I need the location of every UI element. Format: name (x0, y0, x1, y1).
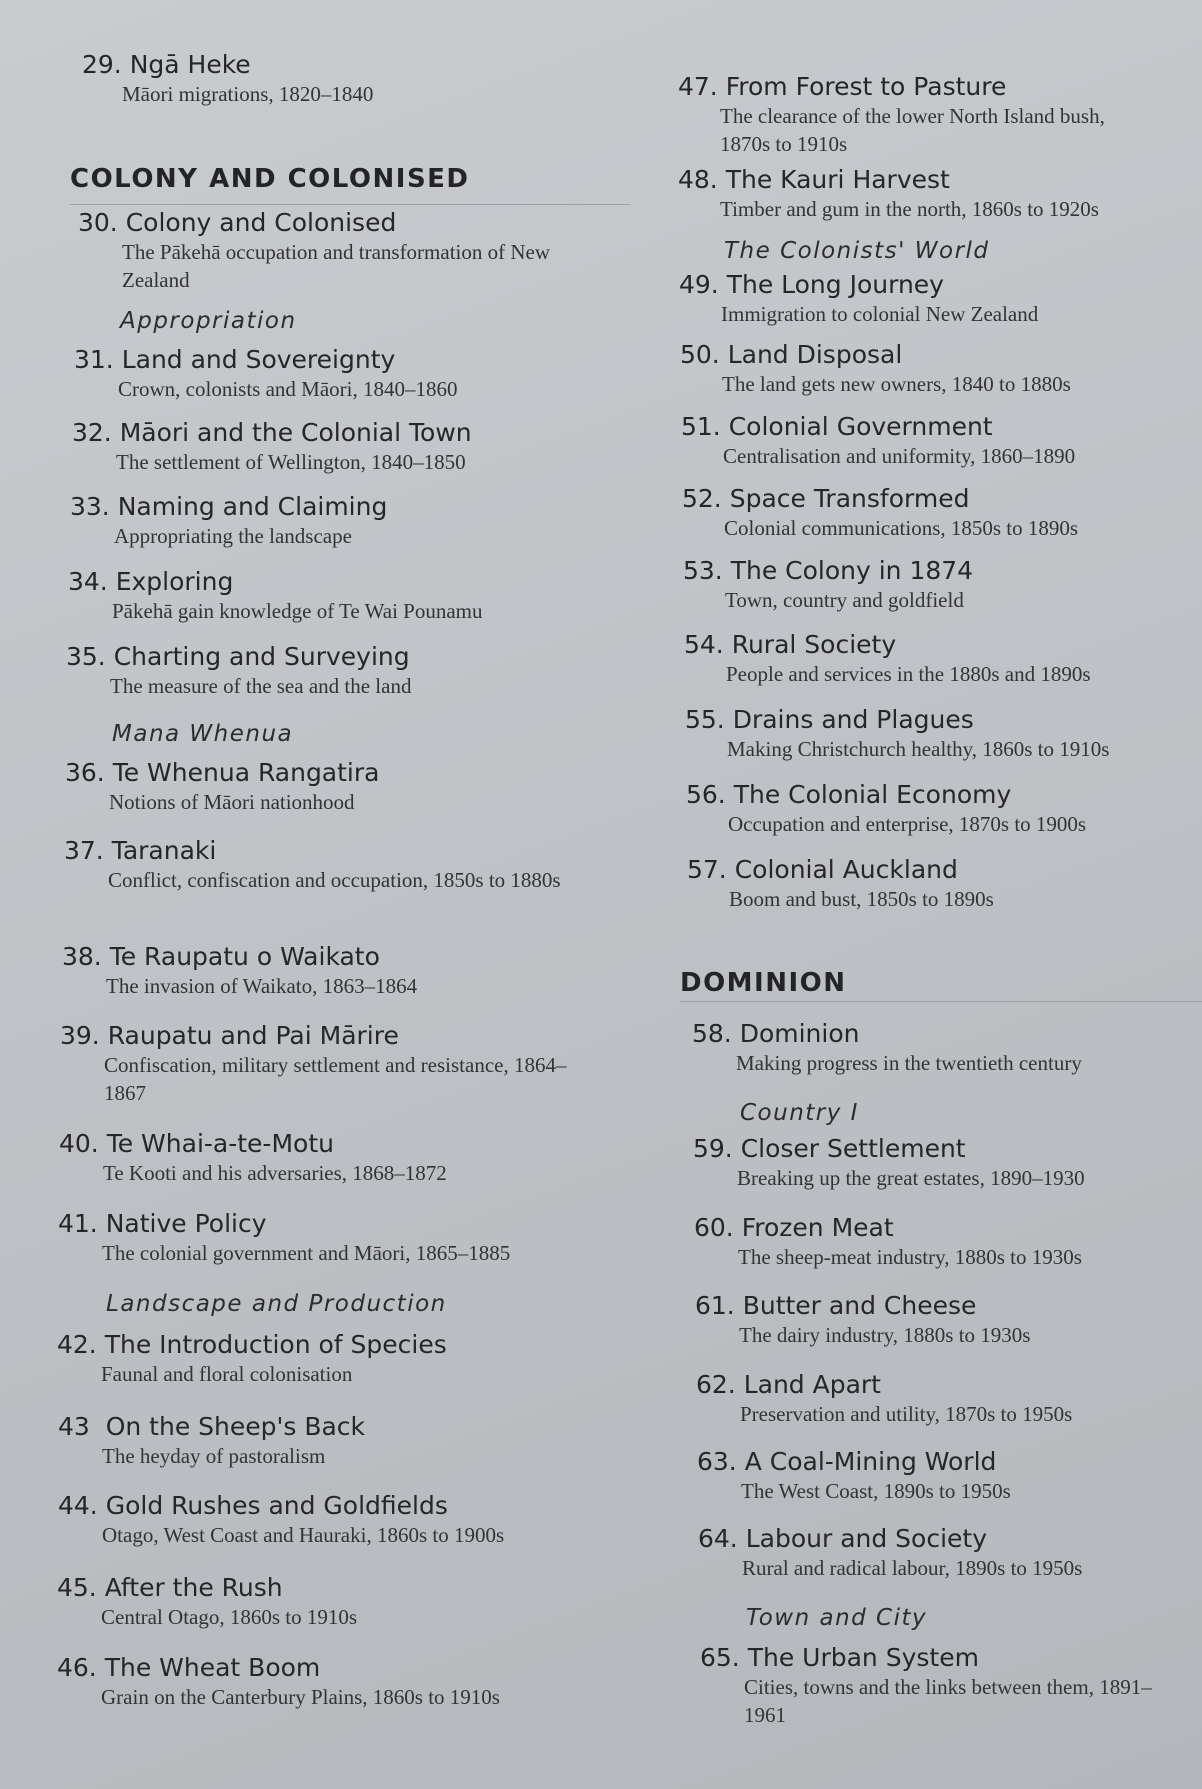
entry-subtitle: The colonial government and Māori, 1865–1885 (102, 1241, 511, 1265)
toc-entry-60 (694, 1213, 1202, 1271)
entry-subtitle: Breaking up the great estates, 1890–1930 (737, 1166, 1085, 1190)
entry-subtitle: The dairy industry, 1880s to 1930s (739, 1323, 1031, 1347)
entry-title: 56. The Colonial Economy (686, 780, 1012, 809)
entry-title: 49. The Long Journey (679, 270, 944, 299)
entry-subtitle: Te Kooti and his adversaries, 1868–1872 (103, 1161, 447, 1185)
toc-entry-63 (697, 1447, 1202, 1505)
entry-subtitle: The settlement of Wellington, 1840–1850 (116, 450, 466, 474)
toc-entry-31 (74, 345, 634, 403)
toc-entry-34 (68, 567, 628, 625)
toc-entry-54 (684, 630, 1202, 688)
entry-subtitle: Timber and gum in the north, 1860s to 1920s (720, 197, 1099, 221)
toc-entry-45 (57, 1573, 617, 1631)
entry-title: 38. Te Raupatu o Waikato (62, 942, 380, 971)
toc-entry-32 (72, 418, 632, 476)
toc-entry-65 (700, 1643, 1202, 1729)
entry-subtitle: Confiscation, military settlement and resistance, 1864–1867 (104, 1053, 567, 1105)
entry-subtitle: Making Christchurch healthy, 1860s to 1910s (727, 737, 1110, 761)
entry-title: 57. Colonial Auckland (687, 855, 958, 884)
subheading-landscape-production: Landscape and Production (106, 1291, 447, 1317)
entry-title: 61. Butter and Cheese (695, 1291, 977, 1320)
entry-title: 43 On the Sheep's Back (58, 1412, 366, 1441)
entry-subtitle: The Pākehā occupation and transformation of New Zealand (122, 240, 551, 292)
entry-subtitle: Faunal and floral colonisation (101, 1362, 353, 1386)
toc-entry-29 (82, 50, 602, 108)
toc-entry-58 (692, 1019, 1202, 1077)
entry-subtitle: Conflict, confiscation and occupation, 1850s to 1880s (108, 868, 561, 892)
entry-subtitle: Immigration to colonial New Zealand (721, 302, 1039, 326)
entry-title: 42. The Introduction of Species (57, 1330, 447, 1359)
entry-title: 47. From Forest to Pasture (678, 72, 1007, 101)
entry-subtitle: Central Otago, 1860s to 1910s (101, 1605, 358, 1629)
entry-subtitle: Otago, West Coast and Hauraki, 1860s to 1900s (102, 1523, 505, 1547)
entry-subtitle: Grain on the Canterbury Plains, 1860s to 1910s (101, 1685, 500, 1709)
entry-subtitle: Occupation and enterprise, 1870s to 1900s (728, 812, 1087, 836)
section-divider (70, 204, 630, 205)
entry-title: 30. Colony and Colonised (78, 208, 397, 237)
entry-title: 32. Māori and the Colonial Town (72, 418, 472, 447)
entry-title: 60. Frozen Meat (694, 1213, 894, 1242)
toc-entry-37 (64, 836, 624, 894)
entry-title: 35. Charting and Surveying (66, 642, 410, 671)
entry-title: 51. Colonial Government (681, 412, 993, 441)
entry-title: 36. Te Whenua Rangatira (65, 758, 380, 787)
toc-entry-41 (58, 1209, 618, 1267)
entry-title: 58. Dominion (692, 1019, 860, 1048)
entry-subtitle: Pākehā gain knowledge of Te Wai Pounamu (112, 599, 483, 623)
entry-title: 33. Naming and Claiming (70, 492, 388, 521)
toc-entry-40 (59, 1129, 619, 1187)
toc-entry-50 (680, 340, 1202, 398)
subheading-country: Country I (740, 1100, 859, 1126)
entry-title: 29. Ngā Heke (82, 50, 251, 79)
entry-subtitle: The West Coast, 1890s to 1950s (741, 1479, 1011, 1503)
entry-title: 64. Labour and Society (698, 1524, 988, 1553)
entry-subtitle: Making progress in the twentieth century (736, 1051, 1082, 1075)
toc-entry-44 (58, 1491, 618, 1549)
toc-entry-56 (686, 780, 1202, 838)
entry-title: 53. The Colony in 1874 (683, 556, 974, 585)
entry-subtitle: Māori migrations, 1820–1840 (122, 82, 374, 106)
toc-entry-61 (695, 1291, 1202, 1349)
toc-entry-52 (682, 484, 1202, 542)
entry-subtitle: Rural and radical labour, 1890s to 1950s (742, 1556, 1083, 1580)
entry-title: 44. Gold Rushes and Goldfields (58, 1491, 448, 1520)
entry-subtitle: People and services in the 1880s and 1890s (726, 662, 1091, 686)
entry-subtitle: The invasion of Waikato, 1863–1864 (106, 974, 418, 998)
toc-entry-33 (70, 492, 630, 550)
entry-title: 48. The Kauri Harvest (678, 165, 950, 194)
entry-subtitle: The measure of the sea and the land (110, 674, 412, 698)
toc-entry-62 (696, 1370, 1202, 1428)
entry-title: 65. The Urban System (700, 1643, 979, 1672)
toc-entry-42 (57, 1330, 617, 1388)
toc-entry-43 (58, 1412, 618, 1470)
entry-title: 45. After the Rush (57, 1573, 283, 1602)
entry-subtitle: Centralisation and uniformity, 1860–1890 (723, 444, 1076, 468)
subheading-appropriation: Appropriation (120, 308, 297, 334)
entry-title: 40. Te Whai-a-te-Motu (59, 1129, 334, 1158)
entry-subtitle: Cities, towns and the links between them, 1891–1961 (744, 1675, 1152, 1727)
entry-title: 55. Drains and Plagues (685, 705, 974, 734)
toc-entry-55 (685, 705, 1202, 763)
toc-entry-35 (66, 642, 626, 700)
entry-title: 41. Native Policy (58, 1209, 267, 1238)
entry-subtitle: Town, country and goldfield (725, 588, 964, 612)
entry-title: 63. A Coal-Mining World (697, 1447, 997, 1476)
entry-title: 34. Exploring (68, 567, 234, 596)
entry-title: 39. Raupatu and Pai Mārire (60, 1021, 399, 1050)
section-heading-colony: COLONY AND COLONISED (70, 164, 470, 194)
entry-subtitle: Appropriating the landscape (114, 524, 352, 548)
section-heading-dominion: DOMINION (680, 968, 847, 998)
subheading-mana-whenua: Mana Whenua (112, 721, 294, 747)
entry-subtitle: The clearance of the lower North Island bush, 1870s to 1910s (720, 104, 1105, 156)
entry-title: 62. Land Apart (696, 1370, 881, 1399)
toc-entry-49 (679, 270, 1202, 328)
toc-entry-47 (678, 72, 1198, 158)
toc-entry-64 (698, 1524, 1202, 1582)
entry-title: 46. The Wheat Boom (57, 1653, 321, 1682)
entry-title: 59. Closer Settlement (693, 1134, 966, 1163)
entry-title: 54. Rural Society (684, 630, 897, 659)
toc-entry-48 (678, 165, 1202, 223)
toc-entry-59 (693, 1134, 1202, 1192)
section-divider (680, 1001, 1202, 1002)
entry-subtitle: Preservation and utility, 1870s to 1950s (740, 1402, 1073, 1426)
entry-subtitle: The heyday of pastoralism (102, 1444, 326, 1468)
toc-entry-38 (62, 942, 622, 1000)
entry-subtitle: Boom and bust, 1850s to 1890s (729, 887, 994, 911)
entry-subtitle: Notions of Māori nationhood (109, 790, 355, 814)
entry-subtitle: The land gets new owners, 1840 to 1880s (722, 372, 1071, 396)
toc-entry-46 (57, 1653, 617, 1711)
toc-entry-30 (78, 208, 598, 294)
entry-subtitle: Colonial communications, 1850s to 1890s (724, 516, 1079, 540)
entry-title: 37. Taranaki (64, 836, 217, 865)
entry-title: 31. Land and Sovereignty (74, 345, 396, 374)
entry-title: 52. Space Transformed (682, 484, 970, 513)
subheading-colonists-world: The Colonists' World (724, 238, 990, 264)
toc-entry-57 (687, 855, 1202, 913)
toc-entry-36 (65, 758, 625, 816)
toc-entry-53 (683, 556, 1202, 614)
entry-title: 50. Land Disposal (680, 340, 903, 369)
entry-subtitle: The sheep-meat industry, 1880s to 1930s (738, 1245, 1082, 1269)
subheading-town-and-city: Town and City (746, 1605, 928, 1631)
toc-entry-51 (681, 412, 1202, 470)
entry-subtitle: Crown, colonists and Māori, 1840–1860 (118, 377, 458, 401)
toc-entry-39 (60, 1021, 620, 1107)
